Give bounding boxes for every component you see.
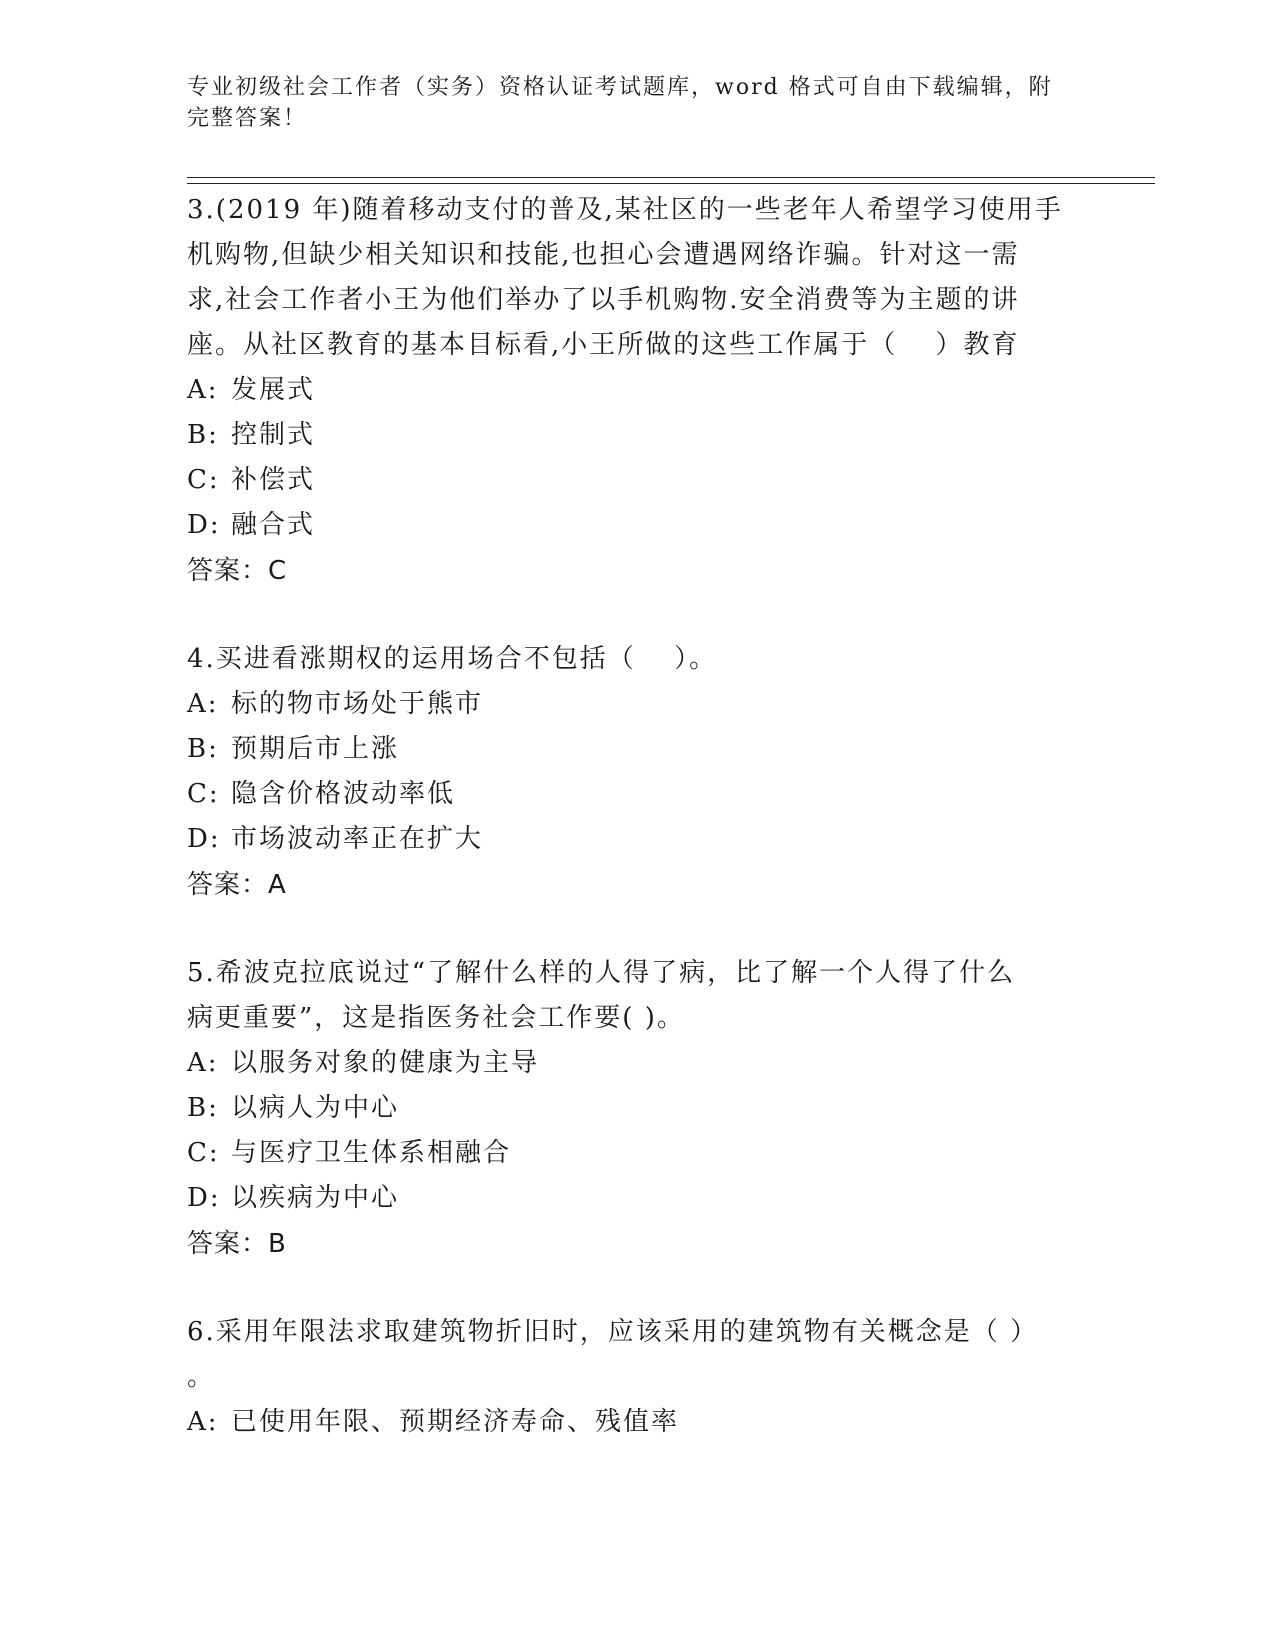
- question-3-line-4: 座。从社区教育的基本目标看,小王所做的这些工作属于（ ）教育: [187, 330, 1020, 360]
- question-5-answer: 答案：B: [187, 1229, 287, 1259]
- question-4-option-c: [187, 772, 1087, 817]
- question-4-option-b: [187, 727, 1087, 772]
- option-text: 市场波动率正在扩大: [231, 824, 484, 854]
- option-text: 补偿式: [231, 465, 316, 495]
- option-key: D:: [187, 824, 221, 854]
- header-line-1: 专业初级社会工作者（实务）资格认证考试题库，word 格式可自由下载编辑，附: [187, 75, 1053, 100]
- option-key: B:: [187, 1093, 219, 1123]
- question-6: [187, 1310, 1087, 1445]
- question-5-option-c: [187, 1131, 1087, 1176]
- document-header: [187, 72, 1087, 134]
- question-5-line-1: 5.希波克拉底说过“了解什么样的人得了病，比了解一个人得了什么: [187, 958, 1016, 988]
- option-text: 隐含价格波动率低: [231, 779, 456, 809]
- question-3-option-c: [187, 458, 1087, 503]
- question-3-option-b: [187, 413, 1087, 458]
- option-text: 已使用年限、预期经济寿命、残值率: [231, 1407, 680, 1437]
- question-6-line-2: 。: [187, 1362, 216, 1392]
- question-5-option-d: [187, 1176, 1087, 1221]
- option-key: D:: [187, 1183, 221, 1213]
- option-key: C:: [187, 1138, 220, 1168]
- option-key: A:: [187, 375, 219, 405]
- question-4: [187, 637, 1087, 908]
- question-4-option-a: [187, 682, 1087, 727]
- question-5-line-2: 病更重要”，这是指医务社会工作要( )。: [187, 1003, 685, 1033]
- question-5: [187, 951, 1087, 1267]
- question-3-line-3: 求,社会工作者小王为他们举办了以手机购物.安全消费等为主题的讲: [187, 285, 1020, 315]
- question-3: [187, 188, 1087, 594]
- option-text: 发展式: [231, 375, 316, 405]
- option-text: 以疾病为中心: [231, 1183, 400, 1213]
- question-6-line-1: 6.采用年限法求取建筑物折旧时，应该采用的建筑物有关概念是（ ）: [187, 1317, 1039, 1347]
- option-text: 融合式: [231, 510, 316, 540]
- option-text: 标的物市场处于熊市: [231, 689, 484, 719]
- option-key: A:: [187, 1048, 219, 1078]
- option-text: 与医疗卫生体系相融合: [231, 1138, 512, 1168]
- option-text: 以服务对象的健康为主导: [231, 1048, 540, 1078]
- question-3-answer: 答案：C: [187, 556, 288, 586]
- question-4-answer: 答案：A: [187, 870, 287, 900]
- question-3-line-2: 机购物,但缺少相关知识和技能,也担心会遭遇网络诈骗。针对这一需: [187, 240, 1020, 270]
- option-key: B:: [187, 734, 219, 764]
- option-text: 以病人为中心: [231, 1093, 400, 1123]
- option-key: C:: [187, 465, 220, 495]
- option-key: D:: [187, 510, 221, 540]
- option-text: 控制式: [231, 420, 316, 450]
- header-rule-top: [187, 177, 1155, 178]
- option-text: 预期后市上涨: [231, 734, 400, 764]
- option-key: A:: [187, 1407, 219, 1437]
- option-key: A:: [187, 689, 219, 719]
- question-3-option-a: [187, 368, 1087, 413]
- question-3-line-1: 3.(2019 年)随着移动支付的普及,某社区的一些老年人希望学习使用手: [187, 195, 1063, 225]
- question-5-option-b: [187, 1086, 1087, 1131]
- question-5-option-a: [187, 1041, 1087, 1086]
- option-key: B:: [187, 420, 219, 450]
- question-3-option-d: [187, 503, 1087, 548]
- header-rule-bottom: [187, 183, 1155, 184]
- question-6-option-a: [187, 1400, 1087, 1445]
- question-4-option-d: [187, 817, 1087, 862]
- question-list: [187, 188, 1087, 1488]
- option-key: C:: [187, 779, 220, 809]
- question-4-line-1: 4.买进看涨期权的运用场合不包括（ ）。: [187, 644, 718, 674]
- header-line-2: 完整答案！: [187, 106, 308, 131]
